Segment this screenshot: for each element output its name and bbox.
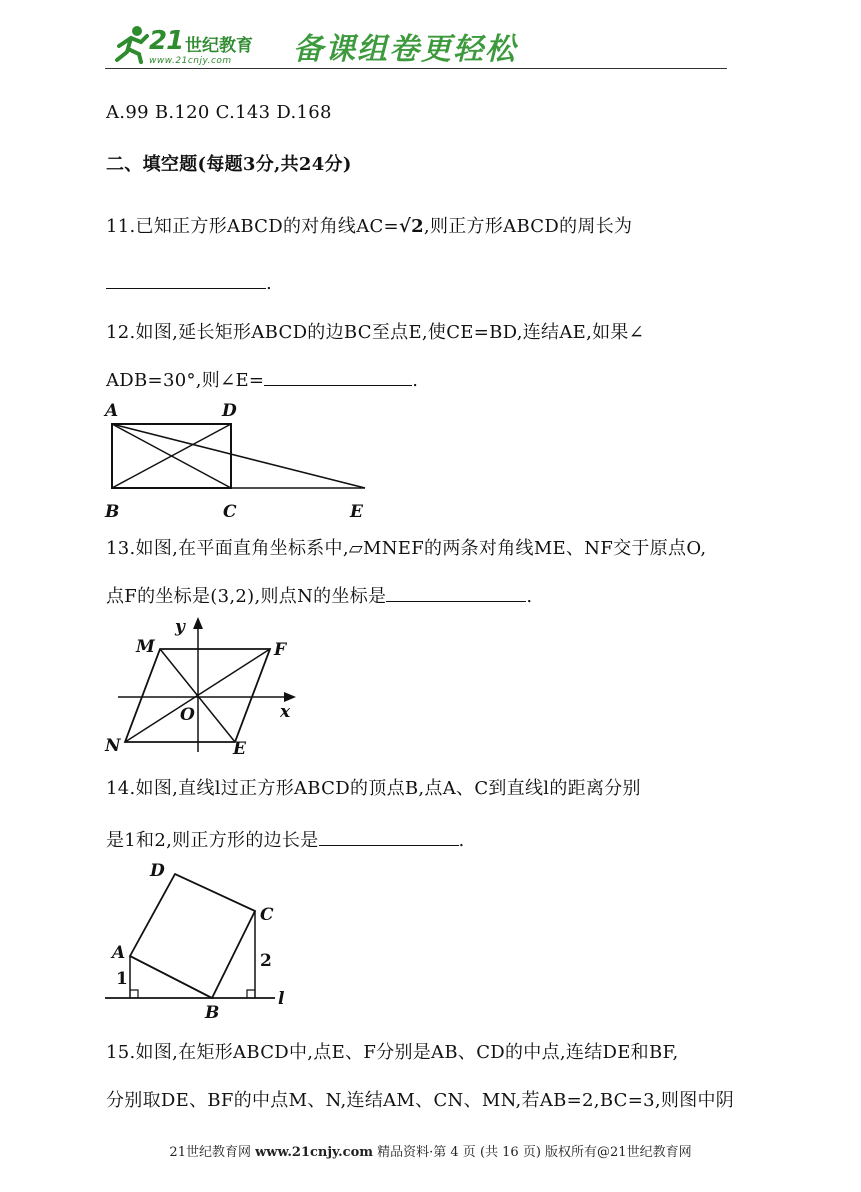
segment-ae <box>112 424 365 488</box>
y-axis-arrow-icon <box>193 617 203 629</box>
label-distance-2: 2 <box>260 951 272 971</box>
q12-text: ADB=30°,则∠E= <box>106 370 265 391</box>
q11-text-b: ,则正方形ABCD的周长为 <box>423 216 633 237</box>
label-m: M <box>136 637 155 657</box>
label-c: C <box>223 502 237 522</box>
q13-end: . <box>526 586 533 607</box>
page-footer <box>0 1141 861 1160</box>
footer-right: 精品资料·第 4 页 (共 16 页) 版权所有@21世纪教育网 <box>377 1145 692 1160</box>
section-title: 二、填空题(每题3分,共24分) <box>106 154 352 175</box>
header-rule <box>105 68 727 69</box>
label-c: C <box>260 905 274 925</box>
q14-answer-blank[interactable] <box>319 827 459 846</box>
q15-line1: 15.如图,在矩形ABCD中,点E、F分别是AB、CD的中点,连结DE和BF, <box>106 1042 679 1063</box>
q11-answer-blank[interactable] <box>106 270 266 289</box>
segment-ab <box>130 956 212 998</box>
label-y: y <box>175 617 185 637</box>
page-header <box>105 22 727 70</box>
label-b: B <box>105 502 120 522</box>
q14-text: 是1和2,则正方形的边长是 <box>106 830 319 851</box>
footer-left: 21世纪教育网 <box>169 1145 251 1160</box>
q14-end: . <box>458 830 465 851</box>
q11-sqrt: √2 <box>398 216 424 237</box>
label-b: B <box>205 1003 220 1023</box>
q12-line2 <box>106 366 418 392</box>
q12-end: . <box>412 370 419 391</box>
q13-figure <box>100 612 305 760</box>
right-angle-c-icon <box>247 990 255 998</box>
header-slogan: 备课组卷更轻松 <box>293 32 517 67</box>
label-f: F <box>274 640 287 660</box>
q11-end: . <box>266 273 273 294</box>
label-a: A <box>105 401 119 421</box>
logo-name: 世纪教育 <box>185 36 253 56</box>
q13-text: 点F的坐标是(3,2),则点N的坐标是 <box>106 586 387 607</box>
label-d: D <box>222 401 237 421</box>
runner-logo-icon <box>111 24 151 64</box>
label-e: E <box>350 502 363 522</box>
q13-line2 <box>106 582 532 608</box>
label-a: A <box>112 943 126 963</box>
square-abcd <box>130 874 255 998</box>
label-x: x <box>280 702 291 722</box>
label-d: D <box>150 861 165 881</box>
q14-line2 <box>106 826 465 852</box>
logo-url: www.21cnjy.com <box>149 56 232 66</box>
right-angle-a-icon <box>130 990 138 998</box>
q10-options: A.99 B.120 C.143 D.168 <box>106 102 332 123</box>
footer-url[interactable]: www.21cnjy.com <box>255 1145 373 1160</box>
logo-number: 21 <box>149 26 184 56</box>
q13-line1: 13.如图,在平面直角坐标系中,▱MNEF的两条对角线ME、NF交于原点O, <box>106 538 707 559</box>
q12-figure <box>100 395 380 525</box>
q12-line1: 12.如图,延长矩形ABCD的边BC至点E,使CE=BD,连结AE,如果∠ <box>106 322 645 343</box>
q15-line2: 分别取DE、BF的中点M、N,连结AM、CN、MN,若AB=2,BC=3,则图中阴 <box>106 1090 735 1111</box>
q11-text-a: 11.已知正方形ABCD的对角线AC= <box>106 216 399 237</box>
q11-line2 <box>106 270 272 294</box>
label-distance-1: 1 <box>116 969 128 989</box>
q12-answer-blank[interactable] <box>264 367 412 386</box>
q11-line1 <box>106 212 632 238</box>
label-o: O <box>180 705 195 725</box>
label-e: E <box>233 739 246 759</box>
x-axis-arrow-icon <box>284 692 296 702</box>
q14-figure <box>100 856 300 1024</box>
label-n: N <box>105 736 121 756</box>
q13-answer-blank[interactable] <box>386 583 526 602</box>
q14-line1: 14.如图,直线l过正方形ABCD的顶点B,点A、C到直线l的距离分别 <box>106 778 641 799</box>
label-l: l <box>278 989 285 1009</box>
